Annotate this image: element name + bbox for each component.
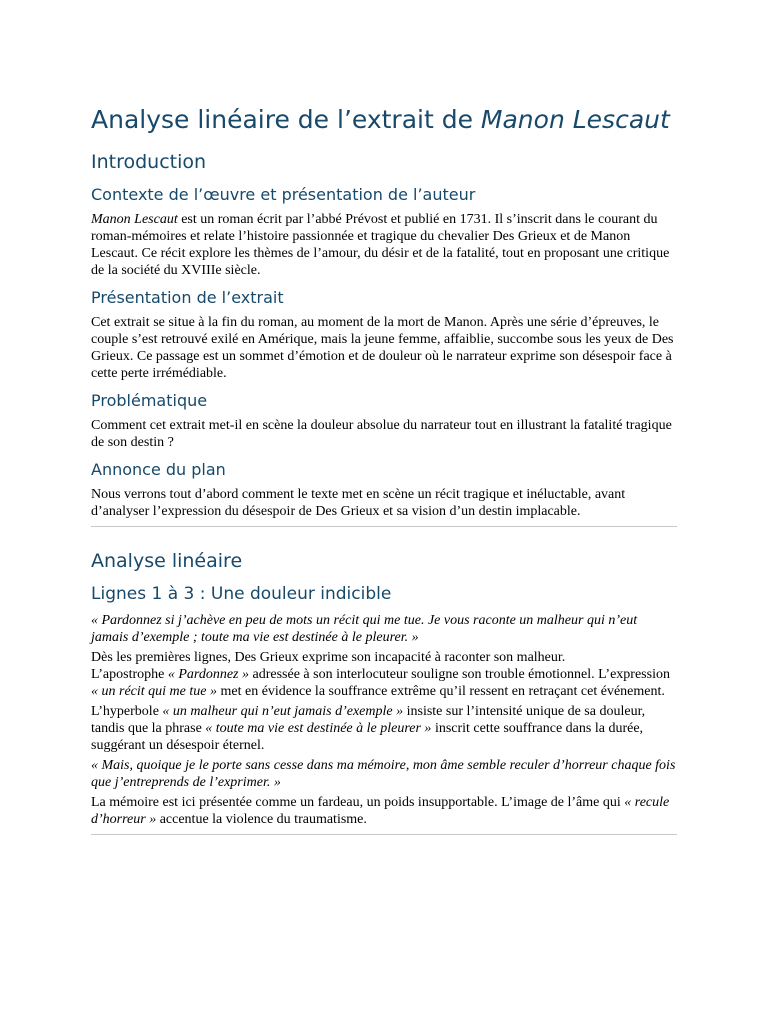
analyse-4-a: La mémoire est ici présentée comme un fardeau, un poids insupportable. L’image de l’âme qui: [91, 795, 625, 810]
analyse-2-quote-b: « un récit qui me tue »: [91, 684, 217, 699]
document-title: [91, 104, 677, 136]
contexte-text: est un roman écrit par l’abbé Prévost et publié en 1731. Il s’inscrit dans le courant du roman-mémoires et relate l’histoire passionnée et tragique du chevalier Des Grieux et de Manon Lescaut. Ce récit explore les thèmes de l’amour, du désir et de la fatalité, tout en proposant une critique de la société du XVIIIe siècle.: [91, 212, 670, 278]
analyse-3-quote-a: « un malheur qui n’eut jamais d’exemple »: [162, 704, 404, 719]
analyse-3-e: inscrit cette souffrance dans la durée, suggérant un désespoir éternel.: [91, 721, 644, 753]
book-title: Manon Lescaut: [91, 212, 178, 227]
analyse-2-a: L’apostrophe: [91, 667, 168, 682]
heading-introduction: Introduction: [91, 151, 207, 173]
paragraph-plan: Nous verrons tout d’abord comment le texte met en scène un récit tragique et inéluctable, avant d’analyser l’expression du désespoir de Des Grieux et sa vision d’un destin implacable.: [91, 487, 626, 519]
paragraph-presentation: Cet extrait se situe à la fin du roman, au moment de la mort de Manon. Après une série d’épreuves, le couple s’est retrouvé exilé en Amérique, mais la jeune femme, affaiblie, succombe sous les yeux de Des Grieux. Ce passage est un sommet d’émotion et de douleur où le narrateur exprime son désespoir face à cette perte irrémédiable.: [91, 315, 674, 381]
analyse-2-quote-a: « Pardonnez »: [167, 667, 250, 682]
heading-lignes: Lignes 1 à 3 : Une douleur indicible: [91, 584, 392, 604]
paragraph-problematique: Comment cet extrait met-il en scène la douleur absolue du narrateur tout en illustrant la fatalité tragique de son destin ?: [91, 418, 672, 450]
quote-2-text: « Mais, quoique je le porte sans cesse dans ma mémoire, mon âme semble reculer d’horreur chaque fois que j’entreprends de l’exprimer. »: [91, 758, 676, 790]
heading-analyse: Analyse linéaire: [91, 550, 243, 572]
quote-2: [91, 757, 677, 791]
analyse-2-e: met en évidence la souffrance extrême qu’il ressent en retraçant cet événement.: [216, 684, 665, 699]
analyse-4-quote: « recule d’horreur »: [91, 795, 670, 827]
analyse-3-c: insiste sur l’intensité unique de sa douleur, tandis que la phrase: [91, 704, 646, 736]
analyse-3-a: L’hyperbole: [91, 704, 163, 719]
heading-plan: Annonce du plan: [91, 460, 226, 479]
paragraph-analyse-1: Dès les premières lignes, Des Grieux exprime son incapacité à raconter son malheur.: [91, 650, 566, 665]
title-italic: Manon Lescaut: [480, 105, 670, 134]
quote-1: [91, 612, 677, 646]
document-body: [91, 104, 677, 857]
heading-contexte: Contexte de l’œuvre et présentation de l’auteur: [91, 185, 476, 204]
analyse-2-c: adressée à son interlocuteur souligne son trouble émotionnel. L’expression: [249, 667, 670, 682]
section-divider: [91, 526, 677, 527]
title-text: Analyse linéaire de l’extrait de: [91, 105, 481, 134]
quote-1-text: « Pardonnez si j’achève en peu de mots un récit qui me tue. Je vous raconte un malheur qui n’eut jamais d’exemple ; toute ma vie est destinée à le pleurer. »: [91, 613, 638, 645]
section-divider-bottom: [91, 834, 677, 835]
paragraph-analyse-4: [91, 794, 677, 828]
heading-presentation: Présentation de l’extrait: [91, 288, 284, 307]
analyse-4-c: accentue la violence du traumatisme.: [156, 812, 367, 827]
paragraph-analyse-2: [91, 666, 677, 700]
paragraph-contexte: [91, 211, 677, 279]
paragraph-analyse-3: [91, 703, 677, 754]
heading-problematique: Problématique: [91, 391, 208, 410]
analyse-3-quote-b: « toute ma vie est destinée à le pleurer »: [205, 721, 432, 736]
